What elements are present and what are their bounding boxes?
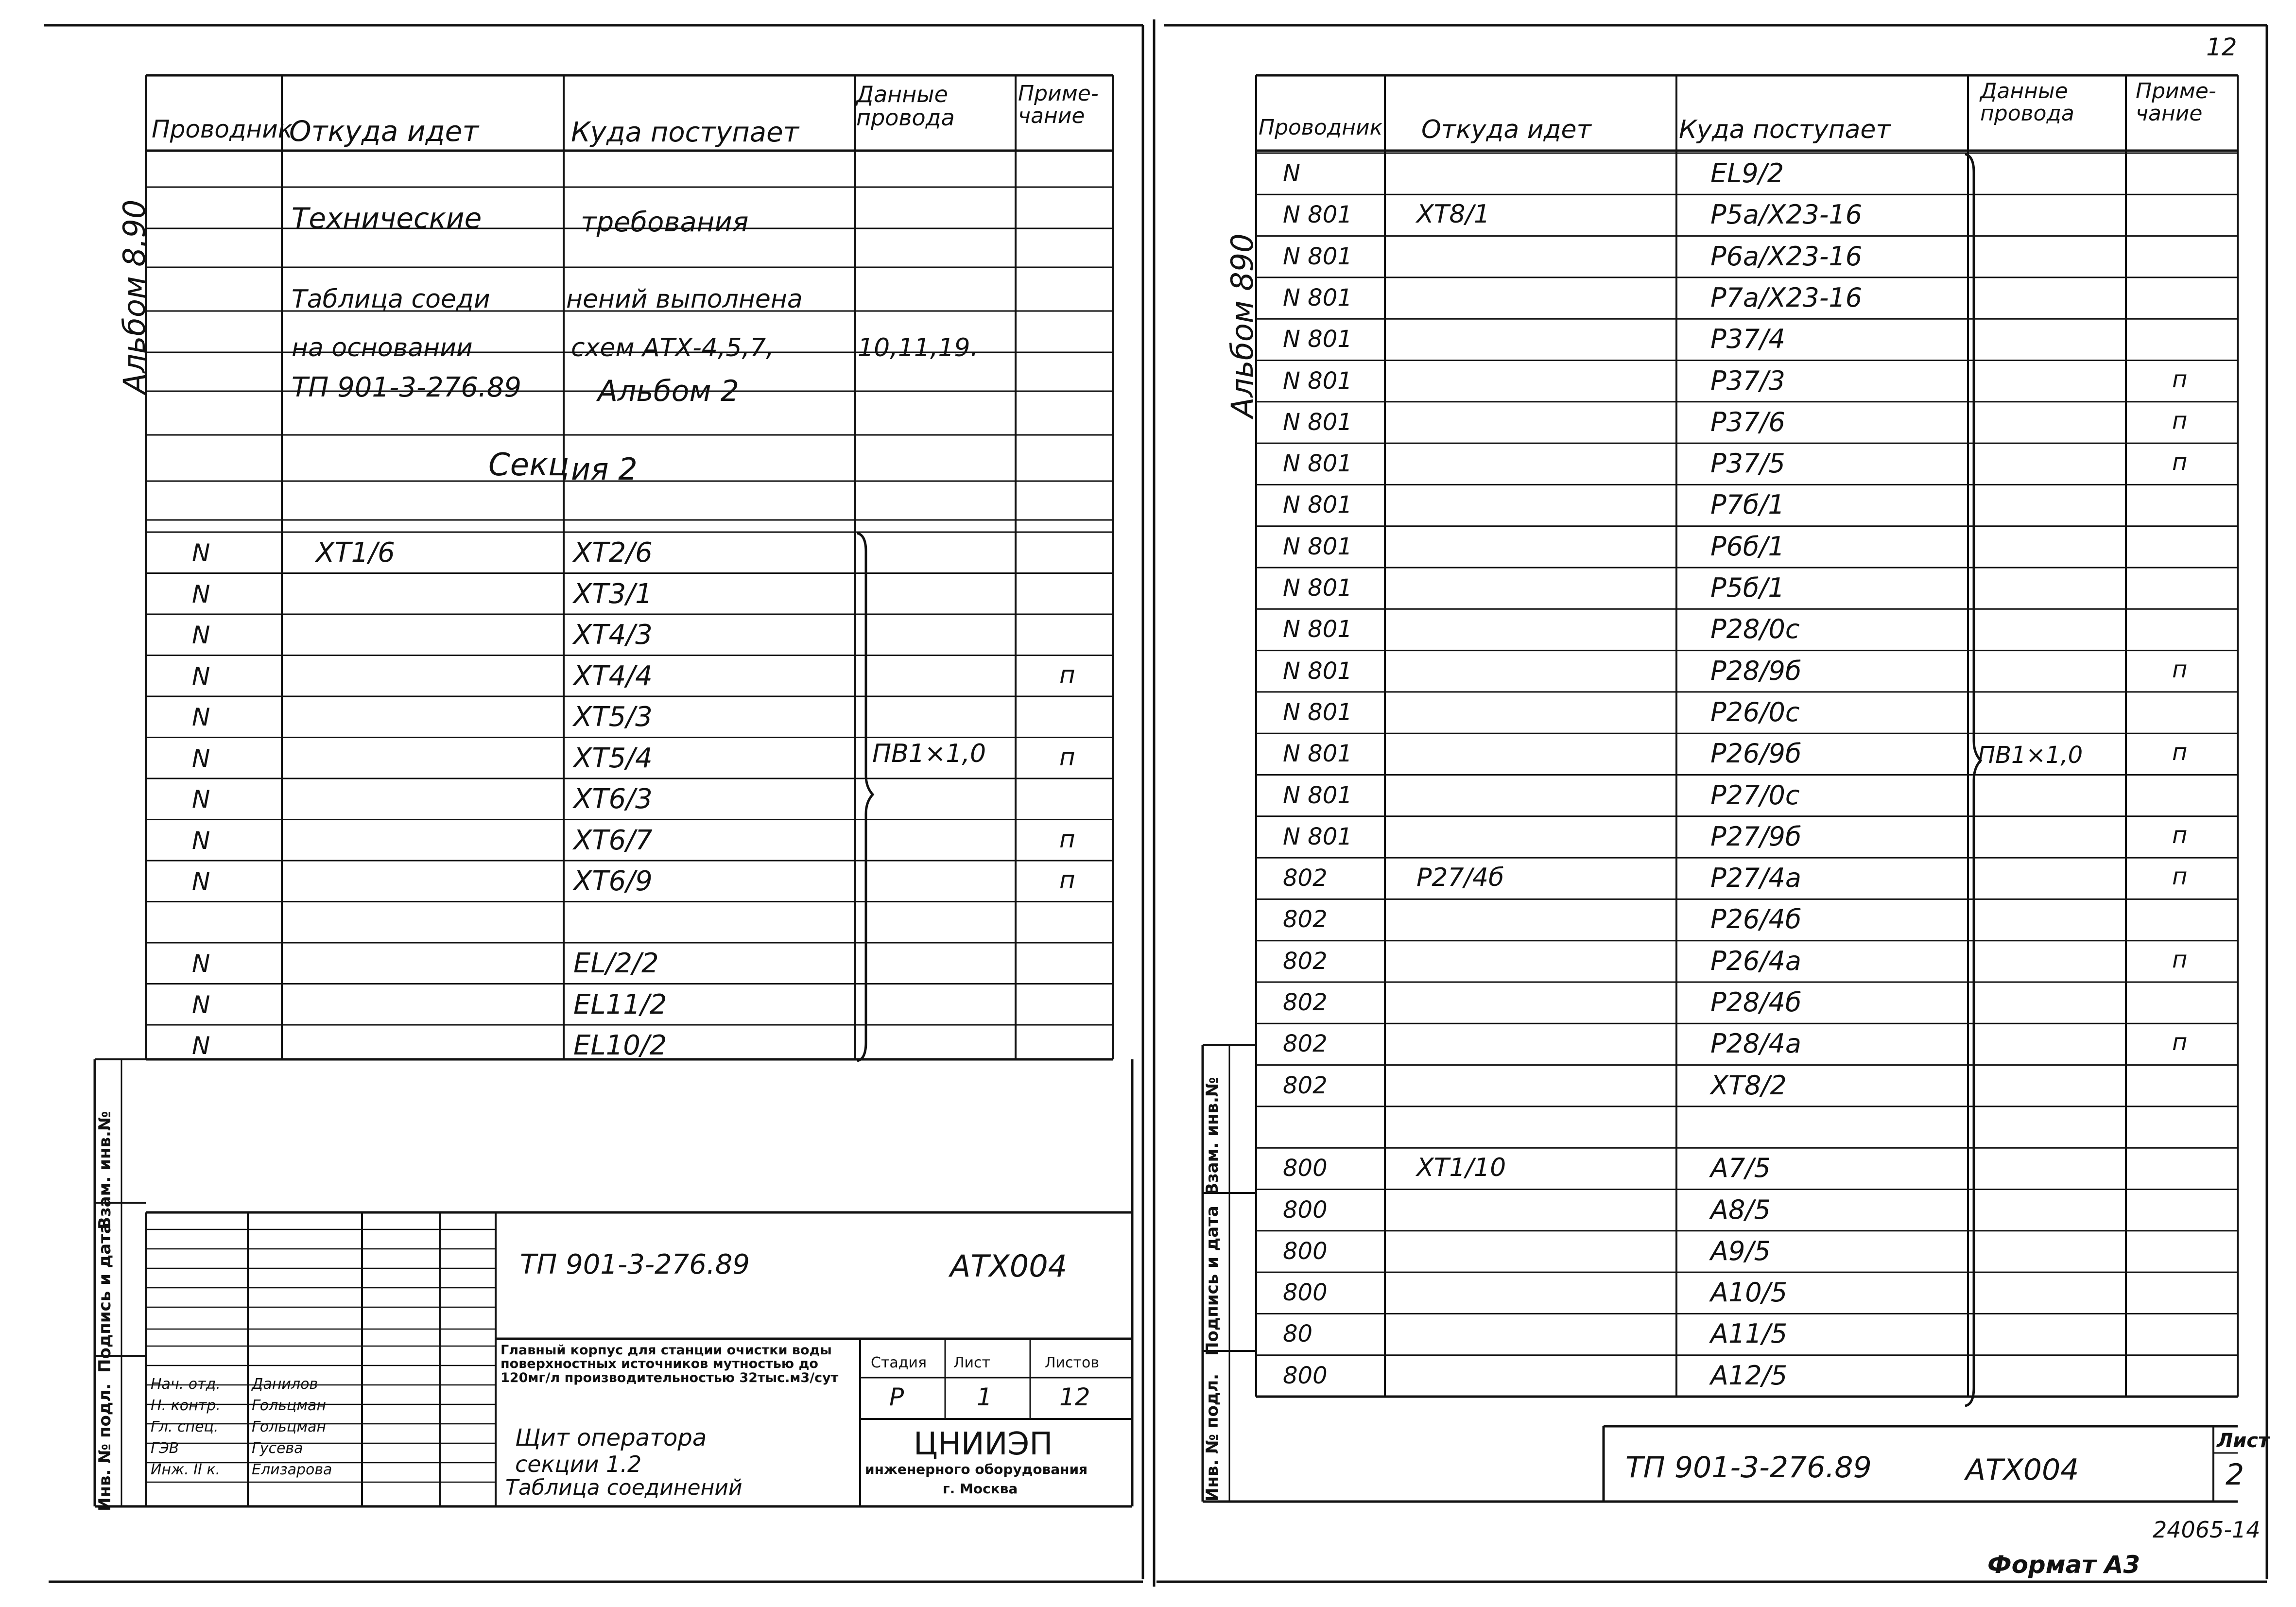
format-label: Формат А3 bbox=[1987, 1551, 2141, 1579]
row-to: XT5/4 bbox=[573, 742, 653, 774]
row-wire: N bbox=[192, 867, 210, 896]
row-wire: N bbox=[192, 662, 210, 691]
row-note: п bbox=[1059, 866, 1075, 894]
row-from: XT8/1 bbox=[1416, 200, 1490, 229]
sheet-label: Лист bbox=[953, 1354, 991, 1371]
signer-role: ГЭВ bbox=[151, 1440, 179, 1457]
intro-text: схем АТХ-4,5,7, bbox=[571, 333, 774, 363]
right-sheet-value: 2 bbox=[2226, 1458, 2244, 1492]
intro-text: ТП 901-3-276.89 bbox=[292, 372, 521, 403]
signer-role: Инж. II к. bbox=[151, 1461, 221, 1478]
row-to: P26/4б bbox=[1710, 904, 1802, 935]
row-wire: 800 bbox=[1283, 1237, 1328, 1265]
left-header-note: Приме-чание bbox=[1018, 81, 1099, 129]
title-object: Главный корпус для станции очистки воды поверхностных источников мутностью до 120мг/л производительностью 32тыс.м3/сут bbox=[501, 1343, 839, 1385]
row-to: P28/4б bbox=[1710, 987, 1802, 1018]
row-wire: 802 bbox=[1283, 864, 1328, 892]
side-label-inv: Инв. № подл. bbox=[1203, 1373, 1222, 1502]
stage-label: Стадия bbox=[871, 1354, 927, 1371]
sheets-label: Листов bbox=[1045, 1354, 1100, 1371]
intro-text: Альбом 2 bbox=[598, 374, 739, 408]
row-wire: N 801 bbox=[1283, 657, 1352, 685]
org-name: инженерного оборудования bbox=[865, 1461, 1088, 1477]
row-note: п bbox=[2172, 449, 2188, 476]
side-label-sign: Подпись и дата bbox=[1203, 1206, 1222, 1356]
row-to: P27/9б bbox=[1710, 821, 1802, 852]
row-to: EL10/2 bbox=[573, 1030, 667, 1061]
signer-role: Гл. спец. bbox=[151, 1418, 219, 1435]
row-note: п bbox=[2172, 821, 2188, 849]
row-to: P37/5 bbox=[1710, 448, 1785, 479]
intro-text: на основании bbox=[292, 333, 473, 363]
intro-text: Технические bbox=[292, 202, 482, 235]
row-to: P26/0с bbox=[1710, 696, 1800, 727]
album-label-right: Альбом 890 bbox=[1225, 233, 1260, 418]
signer-name: Данилов bbox=[252, 1376, 318, 1393]
row-to: P7б/1 bbox=[1710, 489, 1785, 520]
signer-role: Н. контр. bbox=[151, 1397, 221, 1414]
row-to: XT5/3 bbox=[573, 701, 653, 733]
row-wire: 800 bbox=[1283, 1279, 1328, 1307]
wire-spec-left: ПВ1×1,0 bbox=[872, 739, 986, 768]
left-header-from: Откуда идет bbox=[289, 115, 479, 148]
row-note: п bbox=[2172, 739, 2188, 766]
row-note: п bbox=[1059, 825, 1075, 853]
row-wire: N 801 bbox=[1283, 698, 1352, 726]
left-header-wire: Проводник bbox=[152, 115, 293, 143]
row-from: XT1/10 bbox=[1416, 1153, 1506, 1183]
row-to: XT8/2 bbox=[1710, 1070, 1787, 1101]
row-wire: N 801 bbox=[1283, 823, 1352, 850]
section-label: Секц bbox=[488, 447, 570, 483]
row-to: P37/3 bbox=[1710, 365, 1785, 396]
signer-name: Гусева bbox=[252, 1440, 303, 1457]
sheet-number: 12 bbox=[2206, 33, 2237, 61]
row-wire: N bbox=[192, 703, 210, 731]
row-to: A8/5 bbox=[1710, 1194, 1771, 1225]
row-to: P6а/X23-16 bbox=[1710, 241, 1863, 272]
row-to: A9/5 bbox=[1710, 1235, 1771, 1266]
row-wire: N bbox=[192, 1032, 210, 1060]
row-to: XT6/3 bbox=[573, 783, 653, 815]
row-wire: N 801 bbox=[1283, 367, 1352, 395]
right-header-note: Приме-чание bbox=[2136, 79, 2216, 126]
row-wire: N 801 bbox=[1283, 781, 1352, 809]
row-wire: N bbox=[192, 990, 210, 1019]
row-to: P26/9б bbox=[1710, 738, 1802, 769]
sheet-value: 1 bbox=[977, 1383, 992, 1411]
row-note: п bbox=[2172, 407, 2188, 434]
row-wire: N 801 bbox=[1283, 201, 1352, 229]
row-wire: N 801 bbox=[1283, 616, 1352, 643]
row-to: P37/4 bbox=[1710, 324, 1785, 355]
row-note: п bbox=[2172, 365, 2188, 393]
row-to: P28/9б bbox=[1710, 655, 1802, 686]
row-to: P27/0с bbox=[1710, 779, 1800, 811]
row-from: XT1/6 bbox=[316, 537, 395, 569]
signer-name: Гольцман bbox=[252, 1418, 326, 1435]
row-note: п bbox=[2172, 1029, 2188, 1056]
row-wire: N 801 bbox=[1283, 326, 1352, 353]
right-header-to: Куда поступает bbox=[1679, 115, 1891, 144]
row-to: P27/4а bbox=[1710, 863, 1801, 894]
row-wire: N bbox=[192, 744, 210, 773]
row-wire: 802 bbox=[1283, 947, 1328, 975]
row-from: P27/4б bbox=[1416, 863, 1504, 893]
signer-role: Нач. отд. bbox=[151, 1376, 221, 1393]
bracket-right bbox=[1963, 153, 1983, 1407]
signer-name: Гольцман bbox=[252, 1397, 326, 1414]
row-wire: 800 bbox=[1283, 1155, 1328, 1182]
right-title-doc: АТХ004 bbox=[1966, 1453, 2079, 1487]
row-to: A11/5 bbox=[1710, 1318, 1788, 1349]
org-logo: ЦНИИЭП bbox=[914, 1426, 1053, 1462]
row-wire: N bbox=[192, 580, 210, 608]
row-wire: N bbox=[192, 785, 210, 813]
row-note: п bbox=[2172, 656, 2188, 683]
row-note: п bbox=[2172, 863, 2188, 891]
row-to: XT4/3 bbox=[573, 619, 653, 651]
row-wire: N 801 bbox=[1283, 284, 1352, 311]
row-to: XT3/1 bbox=[573, 578, 653, 610]
row-to: EL/2/2 bbox=[573, 948, 659, 979]
row-to: A10/5 bbox=[1710, 1277, 1788, 1308]
row-wire: N bbox=[192, 621, 210, 649]
title-code: ТП 901-3-276.89 bbox=[520, 1249, 750, 1280]
row-note: п bbox=[1059, 660, 1075, 689]
row-to: P5а/X23-16 bbox=[1710, 199, 1863, 230]
row-to: XT6/9 bbox=[573, 865, 653, 897]
row-wire: 800 bbox=[1283, 1362, 1328, 1389]
right-header-wire-data: Данные провода bbox=[1980, 79, 2074, 126]
row-wire: 802 bbox=[1283, 906, 1328, 933]
row-to: P37/6 bbox=[1710, 406, 1785, 437]
row-to: P7а/X23-16 bbox=[1710, 282, 1863, 313]
row-wire: N bbox=[192, 539, 210, 567]
side-label-sign: Подпись и дата bbox=[95, 1223, 115, 1373]
side-label-replace: Взам. инв.№ bbox=[1203, 1077, 1222, 1195]
row-wire: 80 bbox=[1283, 1320, 1313, 1348]
title-doc: АТХ004 bbox=[950, 1248, 1068, 1284]
section-label: ия 2 bbox=[571, 451, 638, 487]
stage-value: Р bbox=[889, 1383, 904, 1411]
row-to: XT2/6 bbox=[573, 537, 653, 569]
row-wire: 802 bbox=[1283, 989, 1328, 1016]
row-wire: N 801 bbox=[1283, 574, 1352, 602]
row-wire: N 801 bbox=[1283, 740, 1352, 768]
row-to: A7/5 bbox=[1710, 1153, 1771, 1184]
right-header-wire: Проводник bbox=[1259, 115, 1383, 140]
sheet-title: Щит оператора bbox=[515, 1424, 707, 1451]
row-to: P5б/1 bbox=[1710, 572, 1785, 603]
left-header-to: Куда поступает bbox=[571, 117, 799, 148]
sheet-title: секции 1.2 bbox=[515, 1451, 642, 1477]
row-to: P26/4а bbox=[1710, 945, 1801, 976]
row-wire: 802 bbox=[1283, 1030, 1328, 1058]
row-wire: N 801 bbox=[1283, 491, 1352, 519]
intro-text: нений выполнена bbox=[566, 285, 803, 314]
row-to: P6б/1 bbox=[1710, 531, 1785, 562]
row-to: A12/5 bbox=[1710, 1360, 1788, 1391]
row-to: XT4/4 bbox=[573, 660, 653, 692]
intro-text: требования bbox=[581, 207, 749, 238]
row-wire: 800 bbox=[1283, 1196, 1328, 1224]
sheets-value: 12 bbox=[1059, 1383, 1090, 1411]
album-label-left: Альбом 8.90 bbox=[117, 199, 152, 394]
row-to: EL9/2 bbox=[1710, 158, 1784, 189]
row-wire: N 801 bbox=[1283, 408, 1352, 436]
signer-name: Елизарова bbox=[252, 1461, 332, 1478]
org-city: г. Москва bbox=[943, 1481, 1018, 1497]
sheet-title: Таблица соединений bbox=[505, 1475, 742, 1500]
side-label-replace: Взам. инв.№ bbox=[95, 1111, 115, 1229]
right-title-code: ТП 901-3-276.89 bbox=[1625, 1451, 1872, 1485]
row-to: P28/0с bbox=[1710, 614, 1800, 645]
row-wire: N 801 bbox=[1283, 450, 1352, 478]
intro-text: 10,11,19. bbox=[858, 333, 979, 363]
row-note: п bbox=[2172, 946, 2188, 973]
row-wire: N 801 bbox=[1283, 242, 1352, 270]
row-note: п bbox=[1059, 743, 1075, 771]
row-wire: 802 bbox=[1283, 1071, 1328, 1099]
row-to: XT6/7 bbox=[573, 824, 653, 856]
right-sheet-label: Лист bbox=[2217, 1430, 2270, 1452]
row-wire: N bbox=[192, 950, 210, 978]
row-to: EL11/2 bbox=[573, 988, 667, 1020]
row-wire: N bbox=[1283, 160, 1300, 187]
side-label-inv: Инв. № подл. bbox=[95, 1383, 115, 1511]
archive-number: 24065-14 bbox=[2153, 1517, 2261, 1543]
right-header-from: Откуда идет bbox=[1421, 115, 1591, 144]
intro-text: Таблица соеди bbox=[292, 285, 490, 314]
row-wire: N bbox=[192, 826, 210, 855]
row-to: P28/4а bbox=[1710, 1028, 1801, 1059]
left-header-wire-data: Данные провода bbox=[856, 81, 955, 131]
row-wire: N 801 bbox=[1283, 533, 1352, 560]
wire-spec-right: ПВ1×1,0 bbox=[1978, 742, 2083, 769]
